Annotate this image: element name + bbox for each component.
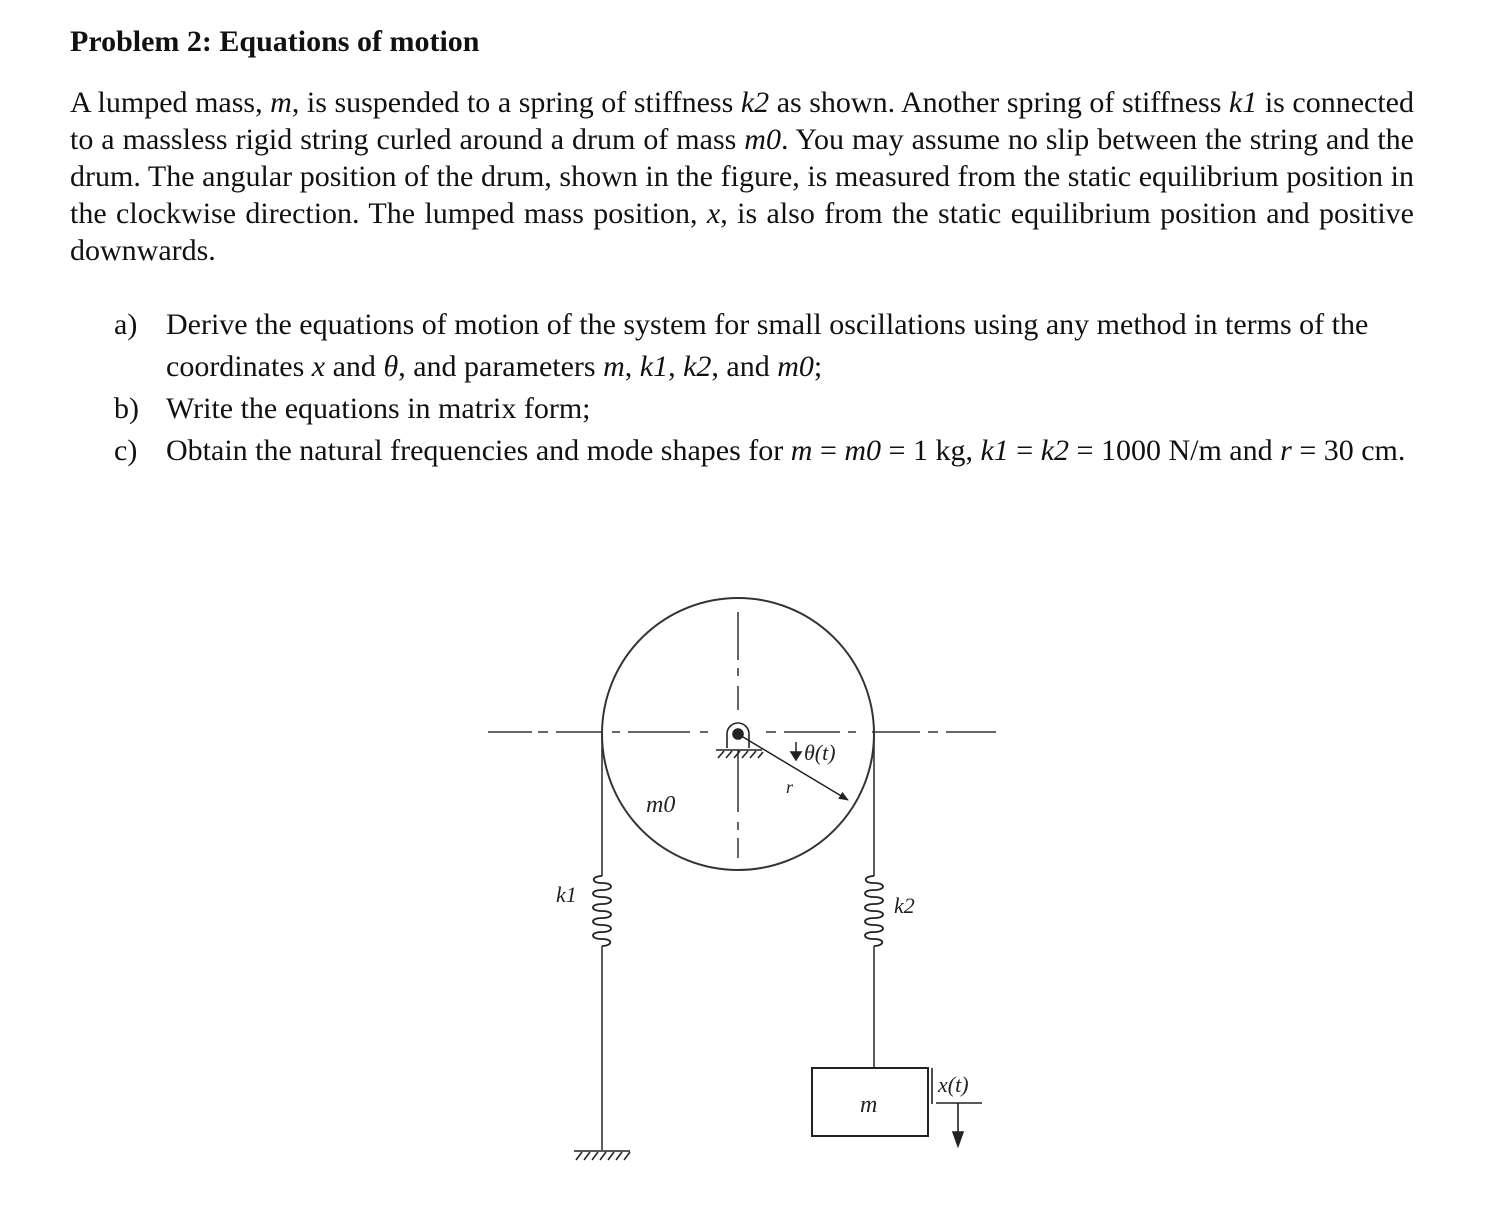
problem-title: Problem 2: Equations of motion	[70, 25, 480, 58]
task-item-b: b) Write the equations in matrix form;	[114, 392, 591, 425]
problem-statement: A lumped mass, m, is suspended to a spring of stiffness k2 as shown. Another spring of stiffness k1 is connected to a massless rigid string curled around a drum of mass m0. You may assume no slip between the string and the drum. The angular position of the drum, shown in the figure, is measured from the static equilibrium position in the clockwise direction. The lumped mass position, x, is also from the static equilibrium position and positive downwards.	[70, 86, 1414, 267]
task-item-c: c) Obtain the natural frequencies and mode shapes for m = m0 = 1 kg, k1 = k2 = 1000 N/m and r = 30 cm.	[114, 434, 1406, 467]
pivot-support-icon	[716, 723, 763, 758]
task-item-a: a) Derive the equations of motion of the system for small oscillations using any method in terms of the coordinates x and θ, and parameters m, k1, k2, and m0;	[114, 308, 1369, 383]
lumped-mass-label: m	[860, 1092, 878, 1118]
theta-label: θ(t)	[804, 740, 836, 765]
k1-label: k1	[556, 882, 577, 907]
spring-k1	[593, 876, 611, 946]
radius-label: r	[786, 777, 794, 797]
task-list	[114, 304, 1414, 472]
theta-arrow-icon	[791, 742, 801, 760]
drum-mass-label: m0	[646, 792, 676, 818]
system-figure	[486, 590, 998, 1190]
k2-label: k2	[894, 893, 915, 918]
ground-icon	[574, 1151, 630, 1160]
x-label: x(t)	[938, 1072, 969, 1097]
spring-k2	[865, 876, 883, 946]
